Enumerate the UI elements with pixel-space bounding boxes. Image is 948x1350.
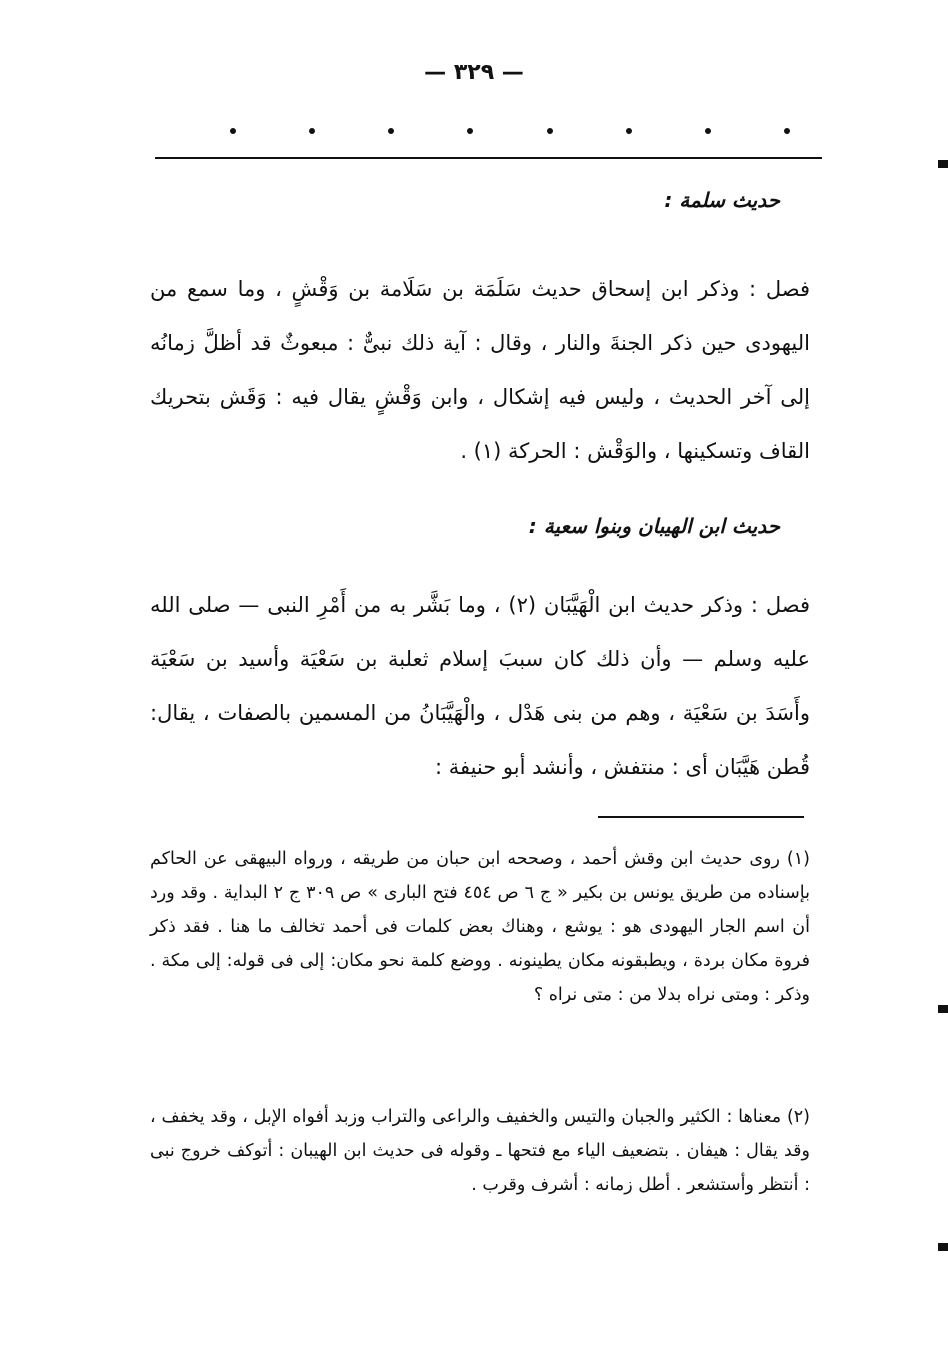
- ornament-dot: [309, 128, 315, 134]
- ornament-dot: [467, 128, 473, 134]
- page-number: — ٣٢٩ —: [424, 60, 524, 85]
- ornament-dots: [230, 128, 790, 134]
- top-divider: [155, 157, 822, 159]
- paragraph-salama: فصل : وذكر ابن إسحاق حديث سَلَمَة بن سَلَامة بن وَقْشٍ ، وما سمع من اليهودى حين ذكر الجنةَ والنار ، وقال : آية ذلك نبىٌّ : مبعوثٌ قد أظلَّ زمانُه إلى آخر الحديث ، وليس فيه إشكال ، وابن وَقْشٍ يقال فيه : وَقَش بتحريك القاف وتسكينها ، والوَقْش : الحركة (١) .: [150, 277, 810, 463]
- margin-mark: [938, 1243, 948, 1251]
- footnote-1: (١) روى حديث ابن وقش أحمد ، وصححه ابن حبان من طريقه ، ورواه البيهقى عن الحاكم بإسناده من طريق يونس بن بكير « ج ٦ ص ٤٥٤ فتح البارى » ص ٣٠٩ ج ٢ البداية . وقد ورد أن اسم الجار اليهودى هو : يوشع ، وهناك بعض كلمات فى أحمد تخالف ما هنا . فقد ذكر فروة مكان بردة ، ويطبقونه مكان يطينونه . ووضع كلمة نحو مكان: إلى فى قوله: إلى مكة . وذكر : ومتى نراه بدلا من : متى نراه ؟: [150, 849, 811, 1005]
- paragraph-ibn-alhayyaban: فصل : وذكر حديث ابن الْهَيَّبَان (٢) ، وما بَشَّر به من أَمْرِ النبى — صلى الله عليه وسلم — وأن ذلك كان سببَ إسلام ثعلبة بن سَعْيَة وأسيد بن سَعْيَة وأَسَدَ بن سَعْيَة ، وهم من بنى هَدْل ، والْهَيَّبَانُ من المسمين بالصفات ، يقال: قُطن هَيَّبَان أى : منتفش ، وأنشد أبو حنيفة :: [150, 593, 810, 779]
- ornament-dot: [230, 128, 236, 134]
- ornament-dot: [784, 128, 790, 134]
- footnote-divider: [598, 816, 804, 818]
- ornament-dot: [626, 128, 632, 134]
- margin-mark: [938, 160, 948, 168]
- section-heading-ibn-alhayyaban: حديث ابن الهيبان وبنوا سعية :: [528, 514, 780, 538]
- ornament-dot: [705, 128, 711, 134]
- section-heading-salama: حديث سلمة :: [664, 188, 780, 212]
- margin-mark: [938, 1005, 948, 1013]
- footnote-2: (٢) معناها : الكثير والجبان والتيس والخفيف والراعى والتراب وزبد أفواه الإبل ، وقد يخفف ، وقد يقال : هيفان . بتضعيف الياء مع فتحها ـ وقوله فى حديث ابن الهيبان : أتوكف خروج نبى : أنتظر وأستشعر . أطل زمانه : أشرف وقرب .: [150, 1107, 810, 1195]
- ornament-dot: [388, 128, 394, 134]
- ornament-dot: [547, 128, 553, 134]
